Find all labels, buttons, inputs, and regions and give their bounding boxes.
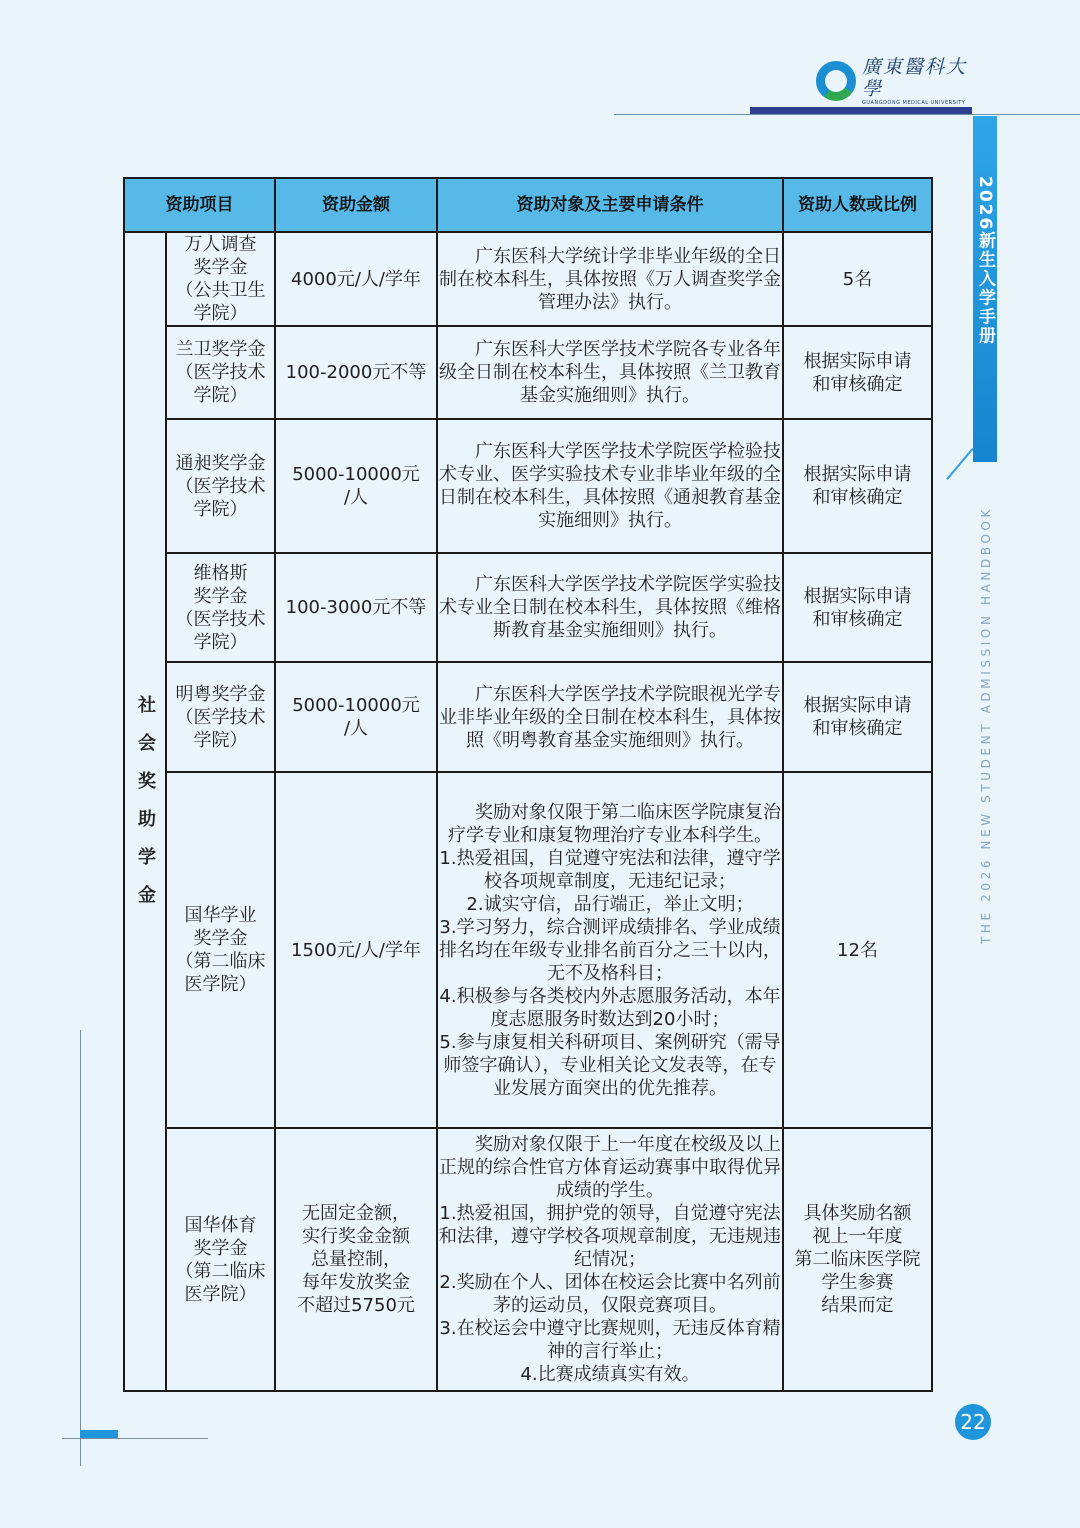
scholarship-table (123, 177, 933, 1392)
table-row (124, 232, 932, 326)
item-name: 明粤奖学金 （医学技术 学院） (166, 662, 275, 772)
condition-item: 1.热爱祖国，自觉遵守宪法和法律，遵守学校各项规章制度，无违纪记录； (439, 847, 781, 892)
header-amount: 资助金额 (275, 178, 437, 232)
header-conditions: 资助对象及主要申请条件 (437, 178, 783, 232)
amount: 100-3000元不等 (275, 553, 437, 662)
amount: 1500元/人/学年 (275, 772, 437, 1128)
condition-text: 广东医科大学统计学非毕业年级的全日制在校本科生，具体按照《万人调查奖学金管理办法》执行。 (439, 245, 781, 313)
university-name-cn: 廣東醫科大學 (862, 56, 968, 100)
table-row (124, 662, 932, 772)
condition-item: 3.学习努力，综合测评成绩排名、学业成绩排名均在年级专业排名前百分之三十以内，无不及格科目； (439, 916, 781, 984)
table-header-row (124, 178, 932, 232)
conditions (437, 232, 783, 326)
amount: 100-2000元不等 (275, 326, 437, 419)
conditions (437, 662, 783, 772)
amount: 5000-10000元 /人 (275, 662, 437, 772)
quota: 根据实际申请 和审核确定 (783, 326, 932, 419)
item-name: 国华学业 奖学金 （第二临床 医学院） (166, 772, 275, 1128)
group-label-cell (124, 232, 166, 1391)
condition-item: 4.积极参与各类校内外志愿服务活动，本年度志愿服务时数达到20小时； (439, 985, 781, 1030)
condition-intro: 奖励对象仅限于上一年度在校级及以上正规的综合性官方体育运动赛事中取得优异成绩的学生。 (439, 1134, 781, 1201)
amount: 无固定金额， 实行奖金金额 总量控制， 每年发放奖金 不超过5750元 (275, 1128, 437, 1391)
condition-text: 广东医科大学医学技术学院医学检验技术专业、医学实验技术专业非毕业年级的全日制在校本科生，具体按照《通昶教育基金实施细则》执行。 (439, 441, 781, 531)
quota: 5名 (783, 232, 932, 326)
conditions (437, 419, 783, 553)
item-name: 兰卫奖学金 （医学技术 学院） (166, 326, 275, 419)
university-logo (816, 58, 976, 104)
conditions (437, 1128, 783, 1391)
condition-item: 2.诚实守信，品行端正，举止文明； (466, 893, 754, 915)
decoration-line-horizontal (62, 1438, 208, 1439)
item-name: 国华体育 奖学金 （第二临床 医学院） (166, 1128, 275, 1391)
decoration-line-vertical (80, 1030, 81, 1466)
quota: 根据实际申请 和审核确定 (783, 553, 932, 662)
condition-intro: 奖励对象仅限于第二临床医学院康复治疗学专业和康复物理治疗专业本科学生。 (448, 801, 781, 846)
conditions (437, 553, 783, 662)
group-label: 社会奖助学金 (135, 694, 156, 923)
condition-text: 广东医科大学医学技术学院眼视光学专业非毕业年级的全日制在校本科生，具体按照《明粤教育基金实施细则》执行。 (439, 683, 781, 751)
university-name-en: GUANGDONG MEDICAL UNIVERSITY (862, 100, 966, 106)
conditions (437, 772, 783, 1128)
condition-item: 2.奖励在个人、团体在校运会比赛中名列前茅的运动员，仅限竞赛项目。 (439, 1272, 781, 1316)
table-row (124, 553, 932, 662)
item-name: 万人调查 奖学金 （公共卫生 学院） (166, 232, 275, 326)
page-number: 22 (955, 1404, 991, 1440)
condition-item: 1.热爱祖国，拥护党的领导，自觉遵守宪法和法律，遵守学校各项规章制度，无违规违纪情况； (439, 1203, 781, 1270)
quota: 具体奖励名额 视上一年度 第二临床医学院 学生参赛 结果而定 (783, 1128, 932, 1391)
header-item: 资助项目 (124, 178, 275, 232)
item-name: 通昶奖学金 （医学技术 学院） (166, 419, 275, 553)
handbook-title-en: THE 2026 NEW STUDENT ADMISSION HANDBOOK (979, 506, 993, 944)
quota: 12名 (783, 772, 932, 1128)
amount: 5000-10000元 /人 (275, 419, 437, 553)
condition-item: 5.参与康复相关科研项目、案例研究（需导师签字确认），专业相关论文发表等，在专业发展方面突出的优先推荐。 (439, 1031, 781, 1099)
university-emblem-icon (816, 61, 856, 101)
condition-item: 3.在校运会中遵守比赛规则，无违反体育精神的言行举止； (439, 1318, 781, 1362)
handbook-title: 2026新生入学手册 (975, 176, 995, 346)
condition-text: 广东医科大学医学技术学院各专业各年级全日制在校本科生，具体按照《兰卫教育基金实施细则》执行。 (439, 339, 781, 406)
condition-text: 广东医科大学医学技术学院医学实验技术专业全日制在校本科生，具体按照《维格斯教育基金实施细则》执行。 (439, 574, 781, 641)
header-divider (614, 114, 1080, 115)
decoration-block (80, 1430, 118, 1438)
table-row (124, 419, 932, 553)
quota: 根据实际申请 和审核确定 (783, 662, 932, 772)
conditions (437, 326, 783, 419)
table-row (124, 772, 932, 1128)
item-name: 维格斯 奖学金 （医学技术 学院） (166, 553, 275, 662)
table-row (124, 1128, 932, 1391)
side-decoration (946, 448, 973, 480)
header-quota: 资助人数或比例 (783, 178, 932, 232)
amount: 4000元/人/学年 (275, 232, 437, 326)
university-name (862, 56, 976, 106)
condition-item: 4.比赛成绩真实有效。 (520, 1364, 700, 1385)
table-row (124, 326, 932, 419)
quota: 根据实际申请 和审核确定 (783, 419, 932, 553)
